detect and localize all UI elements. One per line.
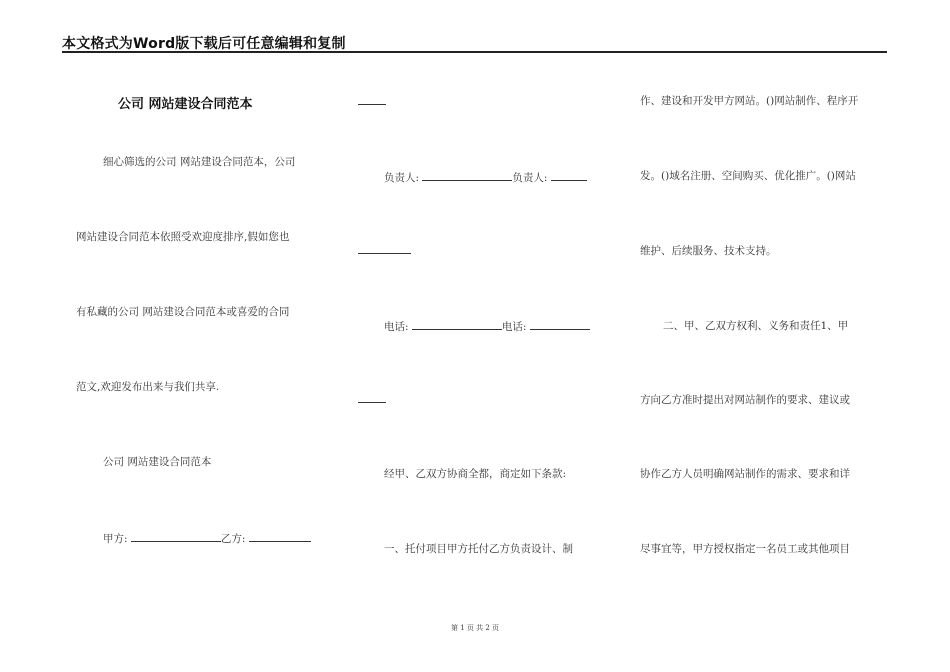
body-line-6: 协作乙方人员明确网站制作的需求、要求和详 — [640, 468, 850, 480]
blank-rule-1 — [358, 104, 386, 105]
document-header-title: 本文格式为Word版下载后可任意编辑和复制 — [62, 36, 346, 52]
party-b-label: 乙方: — [220, 533, 246, 545]
body-line-1: 作、建设和开发甲方网站。()网站制作、程序开 — [640, 95, 859, 107]
phone-line — [384, 318, 590, 334]
responsible-b-label: 负责人: — [512, 172, 548, 184]
page-number: 第 1 页 共 2 页 — [450, 624, 500, 632]
phone-a-blank — [412, 318, 502, 330]
contract-subtitle: 公司 网站建设合同范本 — [103, 456, 212, 468]
negotiation-line: 经甲、乙双方协商全都，商定如下条款: — [384, 468, 567, 480]
body-line-5: 方向乙方准时提出对网站制作的要求、建议或 — [640, 394, 850, 406]
responsible-a-blank — [422, 169, 512, 181]
body-line-2: 发。()域名注册、空间购买、优化推广。()网站 — [640, 170, 856, 182]
body-line-7: 尽事宜等，甲方授权指定一名员工或其他项目 — [640, 543, 850, 555]
intro-line-1: 细心筛选的公司 网站建设合同范本，公司 — [103, 156, 296, 168]
party-a-label: 甲方: — [103, 533, 128, 545]
clause1-line: 一、托付项目甲方托付乙方负责设计、制 — [384, 543, 573, 555]
blank-rule-3 — [358, 402, 386, 403]
party-line — [103, 530, 311, 546]
intro-line-4: 范文,欢迎发布出来与我们共享. — [76, 381, 220, 393]
intro-line-2: 网站建设合同范本依照受欢迎度排序,假如您也 — [76, 231, 290, 243]
blank-rule-2 — [358, 253, 411, 254]
phone-b-blank — [530, 318, 590, 330]
body-line-4: 二、甲、乙双方权利、义务和责任1、甲 — [663, 320, 849, 332]
party-a-blank — [131, 530, 221, 542]
document-title: 公司 网站建设合同范本 — [118, 97, 253, 112]
intro-line-3: 有私藏的公司 网站建设合同范本或喜爱的合同 — [76, 306, 290, 318]
column-1 — [0, 0, 296, 672]
responsible-a-label: 负责人: — [384, 172, 420, 184]
body-line-3: 维护、后续服务、技术支持。 — [640, 245, 777, 257]
column-3 — [610, 0, 870, 672]
column-2 — [330, 0, 590, 672]
phone-b-label: 电话: — [501, 321, 527, 333]
party-b-blank — [249, 530, 311, 542]
responsible-b-blank — [551, 169, 587, 181]
phone-a-label: 电话: — [384, 321, 409, 333]
responsible-line — [384, 169, 587, 185]
